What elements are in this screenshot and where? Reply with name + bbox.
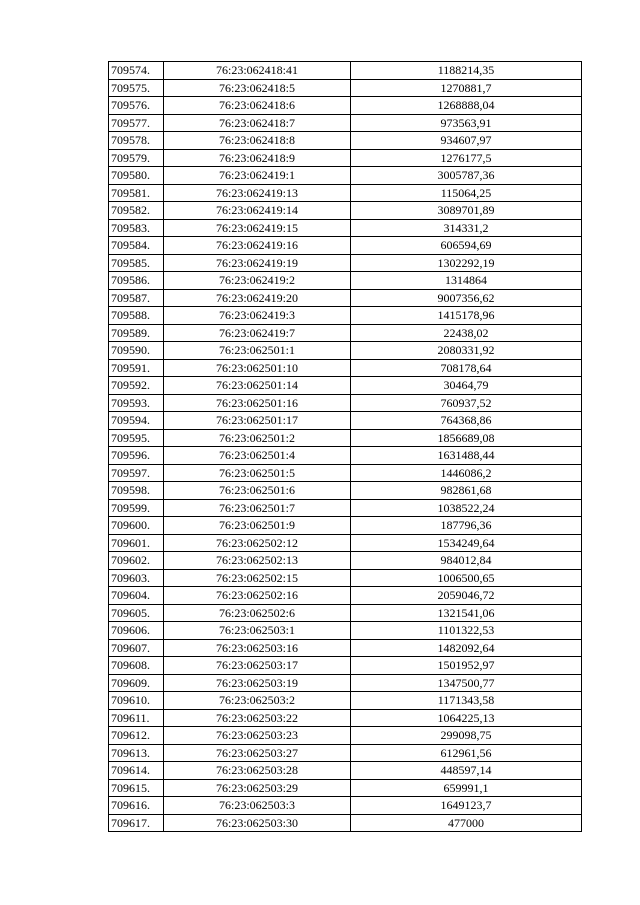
value-cell: 982861,68 [351, 482, 582, 500]
value-cell: 934607,97 [351, 132, 582, 150]
value-cell: 606594,69 [351, 237, 582, 255]
table-row [109, 604, 582, 622]
cadastral-number-cell: 76:23:062503:3 [164, 797, 351, 815]
row-number-cell: 709610. [109, 692, 164, 710]
cadastral-number-cell: 76:23:062419:7 [164, 324, 351, 342]
table-row [109, 569, 582, 587]
table-row [109, 552, 582, 570]
cadastral-number-cell: 76:23:062501:6 [164, 482, 351, 500]
table-row [109, 814, 582, 832]
value-cell: 973563,91 [351, 114, 582, 132]
table-row [109, 657, 582, 675]
value-cell: 1631488,44 [351, 447, 582, 465]
row-number-cell: 709596. [109, 447, 164, 465]
value-cell: 1482092,64 [351, 639, 582, 657]
table-row [109, 62, 582, 80]
row-number-cell: 709591. [109, 359, 164, 377]
table-row [109, 342, 582, 360]
table-row [109, 499, 582, 517]
cadastral-number-cell: 76:23:062419:1 [164, 167, 351, 185]
value-cell: 760937,52 [351, 394, 582, 412]
table-row [109, 377, 582, 395]
cadastral-number-cell: 76:23:062503:29 [164, 779, 351, 797]
table-row [109, 674, 582, 692]
table-row [109, 727, 582, 745]
cadastral-number-cell: 76:23:062501:10 [164, 359, 351, 377]
row-number-cell: 709609. [109, 674, 164, 692]
value-cell: 115064,25 [351, 184, 582, 202]
row-number-cell: 709612. [109, 727, 164, 745]
row-number-cell: 709597. [109, 464, 164, 482]
row-number-cell: 709606. [109, 622, 164, 640]
table-row [109, 482, 582, 500]
row-number-cell: 709611. [109, 709, 164, 727]
table-row [109, 237, 582, 255]
value-cell: 1038522,24 [351, 499, 582, 517]
table-row [109, 429, 582, 447]
row-number-cell: 709577. [109, 114, 164, 132]
row-number-cell: 709607. [109, 639, 164, 657]
table-row [109, 202, 582, 220]
row-number-cell: 709580. [109, 167, 164, 185]
value-cell: 1188214,35 [351, 62, 582, 80]
value-cell: 1101322,53 [351, 622, 582, 640]
table-row [109, 709, 582, 727]
value-cell: 1446086,2 [351, 464, 582, 482]
cadastral-number-cell: 76:23:062419:16 [164, 237, 351, 255]
value-cell: 22438,02 [351, 324, 582, 342]
row-number-cell: 709613. [109, 744, 164, 762]
cadastral-number-cell: 76:23:062419:13 [164, 184, 351, 202]
row-number-cell: 709590. [109, 342, 164, 360]
table-row [109, 132, 582, 150]
cadastral-number-cell: 76:23:062419:14 [164, 202, 351, 220]
cadastral-number-cell: 76:23:062503:22 [164, 709, 351, 727]
value-cell: 764368,86 [351, 412, 582, 430]
cadastral-number-cell: 76:23:062501:7 [164, 499, 351, 517]
row-number-cell: 709593. [109, 394, 164, 412]
cadastral-number-cell: 76:23:062503:19 [164, 674, 351, 692]
row-number-cell: 709576. [109, 97, 164, 115]
row-number-cell: 709599. [109, 499, 164, 517]
cadastral-number-cell: 76:23:062419:20 [164, 289, 351, 307]
table-row [109, 272, 582, 290]
value-cell: 1270881,7 [351, 79, 582, 97]
row-number-cell: 709602. [109, 552, 164, 570]
table-row [109, 307, 582, 325]
cadastral-number-cell: 76:23:062418:6 [164, 97, 351, 115]
cadastral-number-cell: 76:23:062503:2 [164, 692, 351, 710]
table-row [109, 219, 582, 237]
table-row [109, 149, 582, 167]
value-cell: 1501952,97 [351, 657, 582, 675]
cadastral-number-cell: 76:23:062503:30 [164, 814, 351, 832]
row-number-cell: 709584. [109, 237, 164, 255]
value-cell: 3005787,36 [351, 167, 582, 185]
table-row [109, 412, 582, 430]
cadastral-number-cell: 76:23:062503:27 [164, 744, 351, 762]
value-cell: 1302292,19 [351, 254, 582, 272]
table-body [109, 62, 582, 832]
cadastral-number-cell: 76:23:062503:17 [164, 657, 351, 675]
value-cell: 1347500,77 [351, 674, 582, 692]
row-number-cell: 709592. [109, 377, 164, 395]
value-cell: 1534249,64 [351, 534, 582, 552]
cadastral-number-cell: 76:23:062503:16 [164, 639, 351, 657]
value-cell: 299098,75 [351, 727, 582, 745]
cadastral-number-cell: 76:23:062418:41 [164, 62, 351, 80]
table-row [109, 79, 582, 97]
value-cell: 187796,36 [351, 517, 582, 535]
value-cell: 1276177,5 [351, 149, 582, 167]
value-cell: 2059046,72 [351, 587, 582, 605]
row-number-cell: 709581. [109, 184, 164, 202]
row-number-cell: 709608. [109, 657, 164, 675]
value-cell: 9007356,62 [351, 289, 582, 307]
value-cell: 1649123,7 [351, 797, 582, 815]
cadastral-number-cell: 76:23:062501:9 [164, 517, 351, 535]
row-number-cell: 709601. [109, 534, 164, 552]
cadastral-number-cell: 76:23:062502:6 [164, 604, 351, 622]
table-row [109, 797, 582, 815]
value-cell: 30464,79 [351, 377, 582, 395]
table-row [109, 114, 582, 132]
row-number-cell: 709603. [109, 569, 164, 587]
cadastral-number-cell: 76:23:062419:15 [164, 219, 351, 237]
table-row [109, 167, 582, 185]
table-row [109, 289, 582, 307]
row-number-cell: 709595. [109, 429, 164, 447]
cadastral-number-cell: 76:23:062502:13 [164, 552, 351, 570]
cadastral-number-cell: 76:23:062503:1 [164, 622, 351, 640]
row-number-cell: 709617. [109, 814, 164, 832]
cadastral-number-cell: 76:23:062502:16 [164, 587, 351, 605]
cadastral-number-cell: 76:23:062501:2 [164, 429, 351, 447]
value-cell: 1064225,13 [351, 709, 582, 727]
table-row [109, 97, 582, 115]
cadastral-number-cell: 76:23:062503:28 [164, 762, 351, 780]
cadastral-number-cell: 76:23:062501:4 [164, 447, 351, 465]
row-number-cell: 709579. [109, 149, 164, 167]
cadastral-number-cell: 76:23:062419:2 [164, 272, 351, 290]
row-number-cell: 709586. [109, 272, 164, 290]
value-cell: 1268888,04 [351, 97, 582, 115]
row-number-cell: 709604. [109, 587, 164, 605]
value-cell: 1321541,06 [351, 604, 582, 622]
row-number-cell: 709614. [109, 762, 164, 780]
table-row [109, 517, 582, 535]
value-cell: 708178,64 [351, 359, 582, 377]
row-number-cell: 709598. [109, 482, 164, 500]
value-cell: 3089701,89 [351, 202, 582, 220]
value-cell: 1006500,65 [351, 569, 582, 587]
row-number-cell: 709600. [109, 517, 164, 535]
table-row [109, 184, 582, 202]
table-row [109, 639, 582, 657]
cadastral-number-cell: 76:23:062503:23 [164, 727, 351, 745]
cadastral-number-cell: 76:23:062501:16 [164, 394, 351, 412]
cadastral-number-cell: 76:23:062419:3 [164, 307, 351, 325]
row-number-cell: 709605. [109, 604, 164, 622]
value-cell: 477000 [351, 814, 582, 832]
value-cell: 1415178,96 [351, 307, 582, 325]
cadastral-number-cell: 76:23:062418:5 [164, 79, 351, 97]
row-number-cell: 709615. [109, 779, 164, 797]
value-cell: 1856689,08 [351, 429, 582, 447]
value-cell: 984012,84 [351, 552, 582, 570]
row-number-cell: 709588. [109, 307, 164, 325]
cadastral-number-cell: 76:23:062418:9 [164, 149, 351, 167]
cadastral-number-cell: 76:23:062501:1 [164, 342, 351, 360]
cadastral-number-cell: 76:23:062501:17 [164, 412, 351, 430]
value-cell: 314331,2 [351, 219, 582, 237]
cadastral-number-cell: 76:23:062501:14 [164, 377, 351, 395]
table-row [109, 534, 582, 552]
value-cell: 2080331,92 [351, 342, 582, 360]
value-cell: 612961,56 [351, 744, 582, 762]
cadastral-number-cell: 76:23:062419:19 [164, 254, 351, 272]
row-number-cell: 709589. [109, 324, 164, 342]
cadastral-value-table [108, 61, 582, 832]
table-row [109, 254, 582, 272]
table-row [109, 447, 582, 465]
row-number-cell: 709616. [109, 797, 164, 815]
value-cell: 448597,14 [351, 762, 582, 780]
row-number-cell: 709585. [109, 254, 164, 272]
row-number-cell: 709578. [109, 132, 164, 150]
table-row [109, 779, 582, 797]
cadastral-number-cell: 76:23:062501:5 [164, 464, 351, 482]
row-number-cell: 709574. [109, 62, 164, 80]
row-number-cell: 709575. [109, 79, 164, 97]
value-cell: 1171343,58 [351, 692, 582, 710]
table-row [109, 622, 582, 640]
table-row [109, 464, 582, 482]
value-cell: 1314864 [351, 272, 582, 290]
cadastral-number-cell: 76:23:062502:12 [164, 534, 351, 552]
cadastral-number-cell: 76:23:062418:8 [164, 132, 351, 150]
table-row [109, 324, 582, 342]
value-cell: 659991,1 [351, 779, 582, 797]
row-number-cell: 709587. [109, 289, 164, 307]
table-row [109, 359, 582, 377]
row-number-cell: 709582. [109, 202, 164, 220]
row-number-cell: 709594. [109, 412, 164, 430]
table-row [109, 692, 582, 710]
cadastral-number-cell: 76:23:062418:7 [164, 114, 351, 132]
cadastral-number-cell: 76:23:062502:15 [164, 569, 351, 587]
table-row [109, 587, 582, 605]
table-row [109, 394, 582, 412]
table-row [109, 744, 582, 762]
table-row [109, 762, 582, 780]
row-number-cell: 709583. [109, 219, 164, 237]
